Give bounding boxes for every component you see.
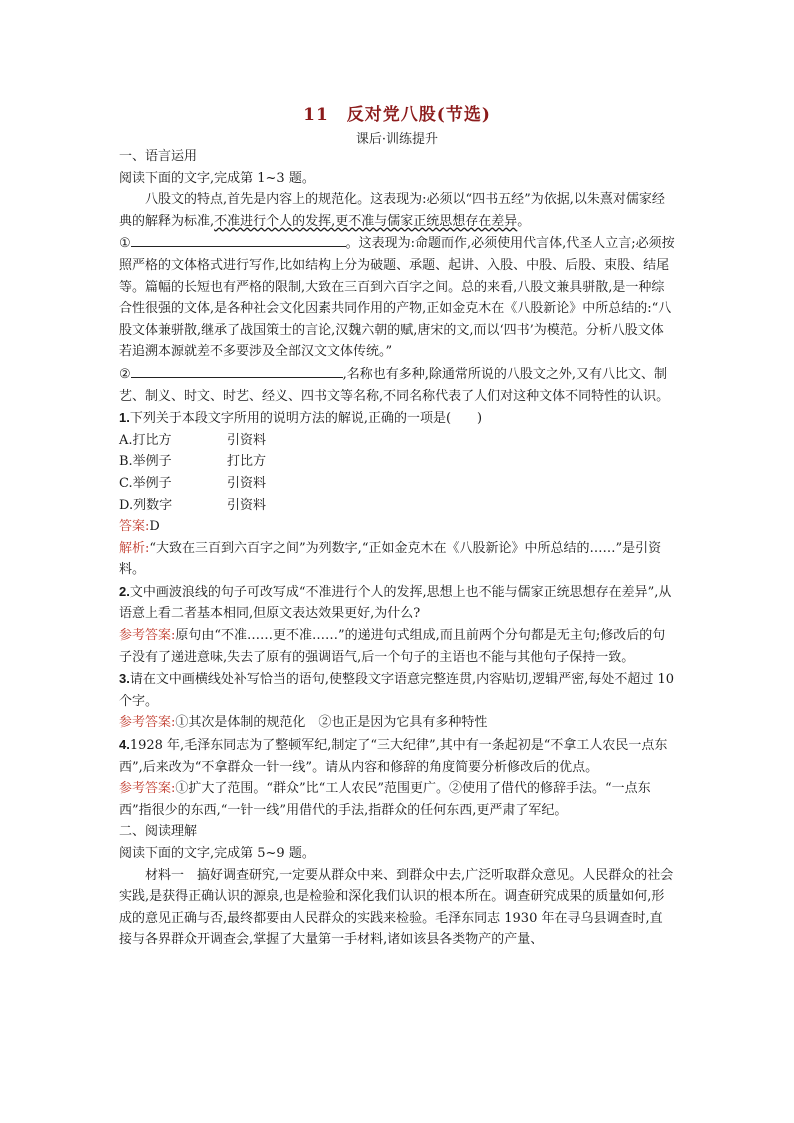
option-a xyxy=(119,430,675,452)
question-4 xyxy=(119,734,675,778)
question-2 xyxy=(119,581,675,625)
option-b xyxy=(119,451,675,473)
blank-number: ② xyxy=(119,366,131,382)
passage-text: 。 xyxy=(517,213,531,229)
passage-paragraph-3 xyxy=(119,363,675,407)
option-c-first: C.举例子 xyxy=(119,475,172,491)
section-instruction: 阅读下面的文字,完成第 1~3 题。 xyxy=(119,170,315,186)
reference-label: 参考答案: xyxy=(119,715,176,731)
reference-label: 参考答案: xyxy=(119,781,176,797)
reference-text: ①扩大了范围。“群众”比“工人农民”范围更广。②使用了借代的修辞手法。“一点东西”指很少的东西,“一针一线”用借代的手法,指群众的任何东西,更严肃了军纪。 xyxy=(119,781,651,818)
section-instruction: 阅读下面的文字,完成第 5~9 题。 xyxy=(119,846,315,861)
passage-text: 。这表现为:命题而作,必须使用代言体,代圣人立言;必须按照严格的文体格式进行写作,比如结构上分为破题、承题、起讲、入股、中股、后股、束股、结尾等。篇幅的长短也有严格的限制,大致在三百到六百字之间。总的来看,八股文兼具骈散,是一种综合性很强的文体,是各种社会文化因素共同作用的产物,正如金克木在《八股新论》中所总结的:“八股文体兼骈散,继承了战国策士的言论,汉魏六朝的赋,唐宋的文,而以‘四书’为模范。分析八股文体若追溯本源就差不多要涉及全部汉文文体传统。” xyxy=(119,236,675,360)
question-text: 请在文中画横线处补写恰当的语句,使整段文字语意完整连贯,内容贴切,逻辑严密,每处不超过 10 个字。 xyxy=(119,672,675,709)
option-a-first: A.打比方 xyxy=(119,432,172,448)
question-text: 下列关于本段文字所用的说明方法的解说,正确的一项是( ) xyxy=(129,411,483,427)
option-d xyxy=(119,495,675,517)
option-a-second: 引资料 xyxy=(227,432,267,448)
passage-paragraph-1 xyxy=(119,189,675,232)
question-text: 文中画波浪线的句子可改写成“不准进行个人的发挥,思想上也不能与儒家正统思想存在差异”,从语意上看二者基本相同,但原文表达效果更好,为什么? xyxy=(119,584,672,622)
answer-1 xyxy=(119,516,675,538)
section-heading-reading: 二、阅读理解 xyxy=(119,824,198,840)
question-text: 1928 年,毛泽东同志为了整顿军纪,制定了“三大纪律”,其中有一条起初是“不拿工人农民一点东西”,后来改为“不拿群众一针一线”。请从内容和修辞的角度简要分析修改后的优点。 xyxy=(119,738,668,775)
reference-text: ①其次是体制的规范化 ②也正是因为它具有多种特性 xyxy=(175,715,488,731)
fill-blank-line-1 xyxy=(131,232,346,247)
analysis-1 xyxy=(119,538,675,581)
section-heading-language: 一、语言运用 xyxy=(119,149,198,164)
blank-number: ① xyxy=(119,236,131,252)
analysis-label: 解析: xyxy=(119,540,150,556)
question-3 xyxy=(119,668,675,712)
analysis-text: “大致在三百到六百字之间”为列数字,“正如金克木在《八股新论》中所总结的……”是引资料。 xyxy=(119,540,662,578)
page-title: 11 反对党八股(节选) xyxy=(303,105,491,125)
passage-text: 八股文的特点,首先是内容上的规范化。这表现为:必须以“四书五经”为依据,以朱熹对儒家经典的解释为标准, xyxy=(119,192,665,229)
option-b-first: B.举例子 xyxy=(119,454,172,470)
reference-label: 参考答案: xyxy=(119,628,176,644)
reference-answer-3 xyxy=(119,712,675,734)
option-b-second: 打比方 xyxy=(227,454,267,470)
option-d-first: D.列数字 xyxy=(119,497,173,513)
answer-label: 答案: xyxy=(119,519,150,535)
question-number: 4. xyxy=(119,737,130,753)
question-1 xyxy=(119,407,675,430)
question-number: 3. xyxy=(119,671,130,687)
document-body xyxy=(119,146,675,951)
wavy-underlined-sentence: 不准进行个人的发挥,更不准与儒家正统思想存在差异 xyxy=(214,213,518,229)
reference-answer-2 xyxy=(119,625,675,668)
option-c xyxy=(119,473,675,495)
passage-paragraph-2 xyxy=(119,232,675,363)
reference-answer-4 xyxy=(119,778,675,821)
fill-blank-line-2 xyxy=(131,363,343,378)
answer-value: D xyxy=(149,519,160,535)
option-c-second: 引资料 xyxy=(227,475,267,491)
reference-text: 原句由“不准……更不准……”的递进句式组成,而且前两个分句都是无主句;修改后的句子没有了递进意味,失去了原有的强调语气,后一个句子的主语也不能与其他句子保持一致。 xyxy=(119,628,666,665)
page-subtitle: 课后·训练提升 xyxy=(355,132,439,147)
material-1-paragraph: 材料一 搞好调查研究,一定要从群众中来、到群众中去,广泛听取群众意见。人民群众的社会实践,是获得正确认识的源泉,也是检验和深化我们认识的根本所在。调查研究成果的质量如何,形成的意见正确与否,最终都要由人民群众的实践来检验。毛泽东同志 1930 年在寻乌县调查时,直接与各界群众开调查会,掌握了大量第一手材料,诸如该县各类物产的产量、 xyxy=(119,867,674,948)
option-d-second: 引资料 xyxy=(227,497,267,513)
question-number: 1. xyxy=(119,410,130,426)
question-number: 2. xyxy=(119,583,130,599)
passage-text: ,名称也有多种,除通常所说的八股文之外,又有八比文、制艺、制义、时文、时艺、经义、四书文等名称,不同名称代表了人们对这种文体不同特性的认识。 xyxy=(119,366,670,404)
